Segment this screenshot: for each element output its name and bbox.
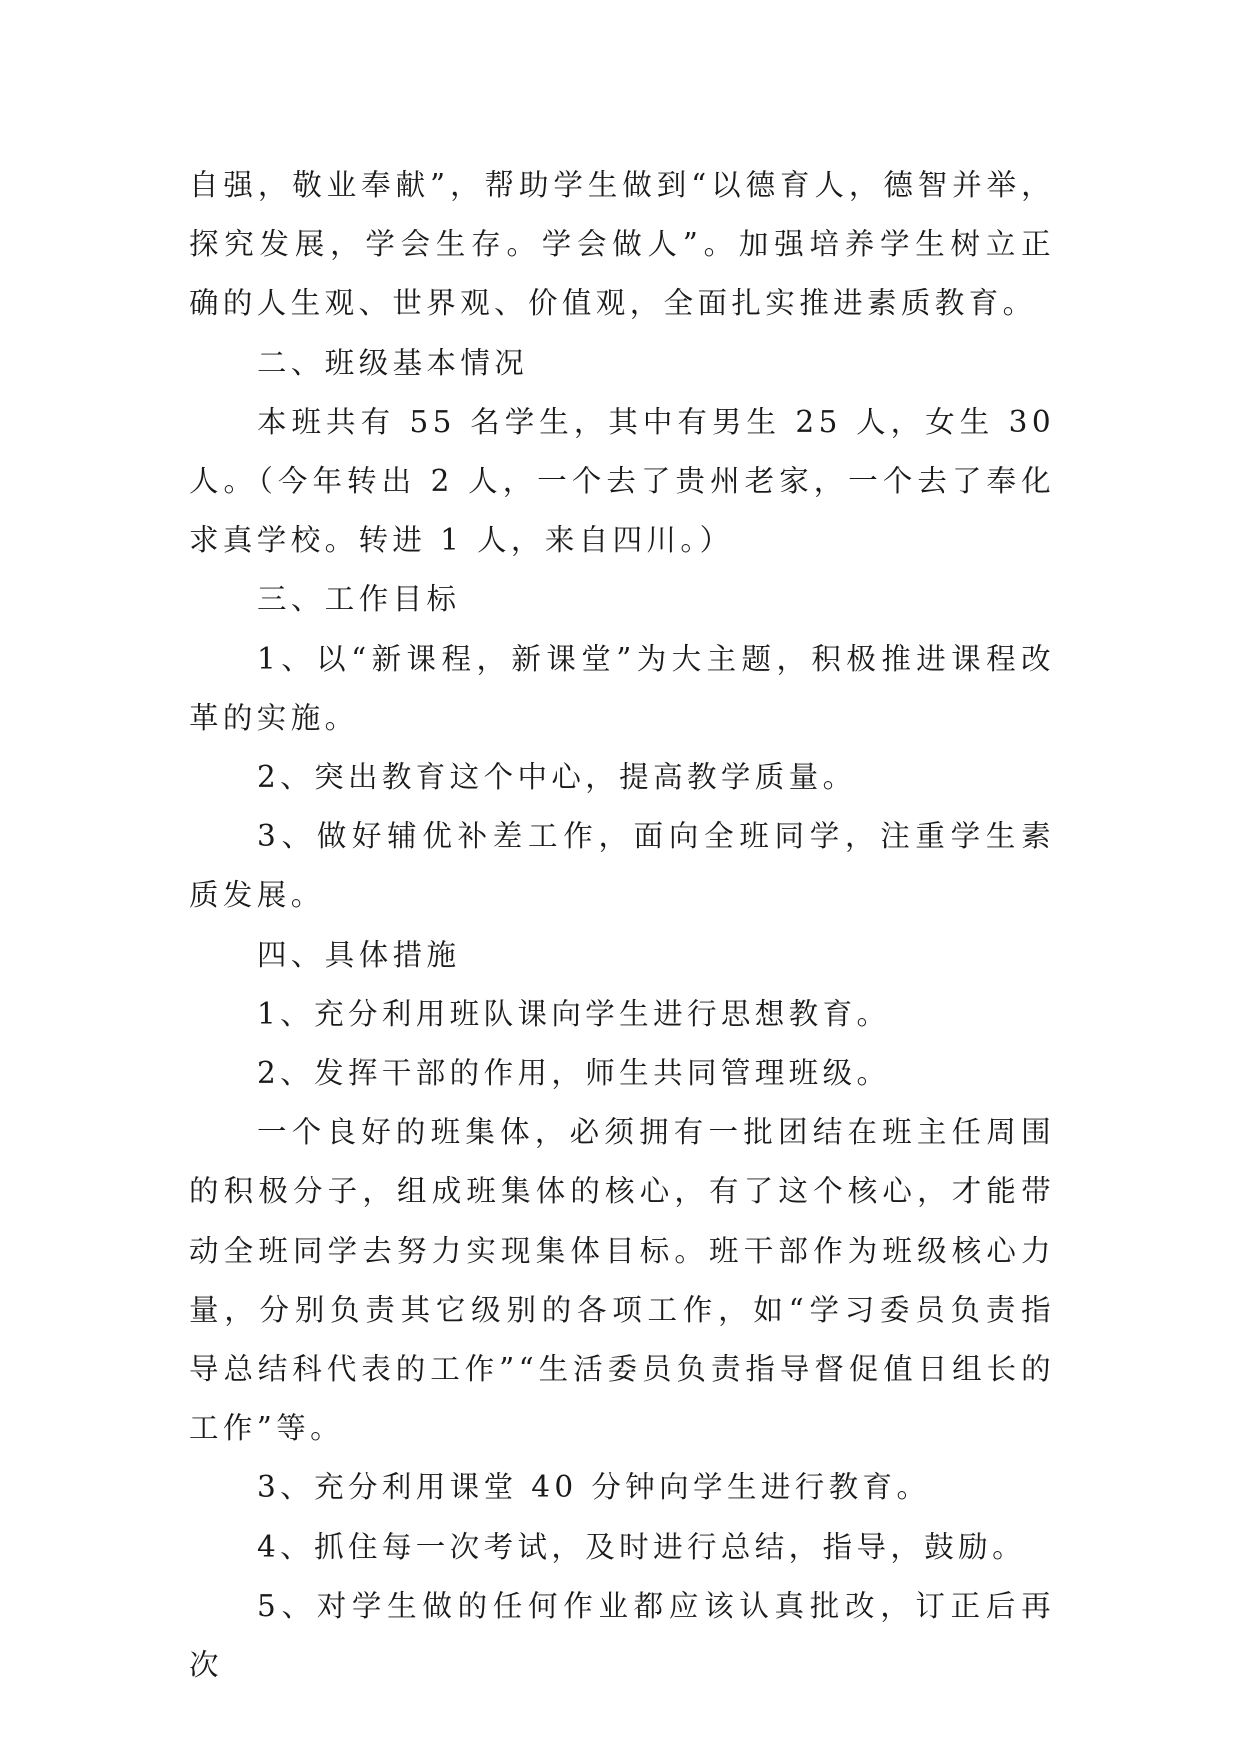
paragraph-class-leaders: 一个良好的班集体，必须拥有一批团结在班主任周围的积极分子，组成班集体的核心，有了这个核心，才能带动全班同学去努力实现集体目标。班干部作为班级核心力量，分别负责其它级别的各项工作，如“学习委员负责指导总结科代表的工作”“生活委员负责指导督促值日组长的工作”等。 bbox=[189, 1115, 1055, 1446]
measure-item-4: 4、抓住每一次考试，及时进行总结，指导，鼓励。 bbox=[257, 1529, 1026, 1564]
measure-item-1: 1、充分利用班队课向学生进行思想教育。 bbox=[257, 996, 891, 1031]
section-heading-class-info: 二、班级基本情况 bbox=[257, 345, 529, 380]
document-body bbox=[189, 156, 1055, 1695]
goal-item-2: 2、突出教育这个中心，提高教学质量。 bbox=[257, 760, 857, 795]
goal-item-3: 3、做好辅优补差工作，面向全班同学，注重学生素质发展。 bbox=[189, 819, 1055, 913]
section-heading-goals: 三、工作目标 bbox=[257, 582, 461, 617]
measure-item-2: 2、发挥干部的作用，师生共同管理班级。 bbox=[257, 1056, 891, 1091]
paragraph-continuation: 自强，敬业奉献”，帮助学生做到“以德育人，德智并举，探究发展，学会生存。学会做人”。加强培养学生树立正确的人生观、世界观、价值观，全面扎实推进素质教育。 bbox=[189, 168, 1055, 321]
measure-item-5: 5、对学生做的任何作业都应该认真批改，订正后再次 bbox=[189, 1588, 1055, 1683]
section-heading-measures: 四、具体措施 bbox=[257, 937, 461, 972]
paragraph-class-info: 本班共有 55 名学生，其中有男生 25 人，女生 30 人。（今年转出 2 人，一个去了贵州老家，一个去了奉化求真学校。转进 1 人，来自四川。） bbox=[189, 404, 1055, 558]
measure-item-3: 3、充分利用课堂 40 分钟向学生进行教育。 bbox=[257, 1470, 931, 1505]
goal-item-1: 1、以“新课程，新课堂”为大主题，积极推进课程改革的实施。 bbox=[189, 641, 1055, 735]
